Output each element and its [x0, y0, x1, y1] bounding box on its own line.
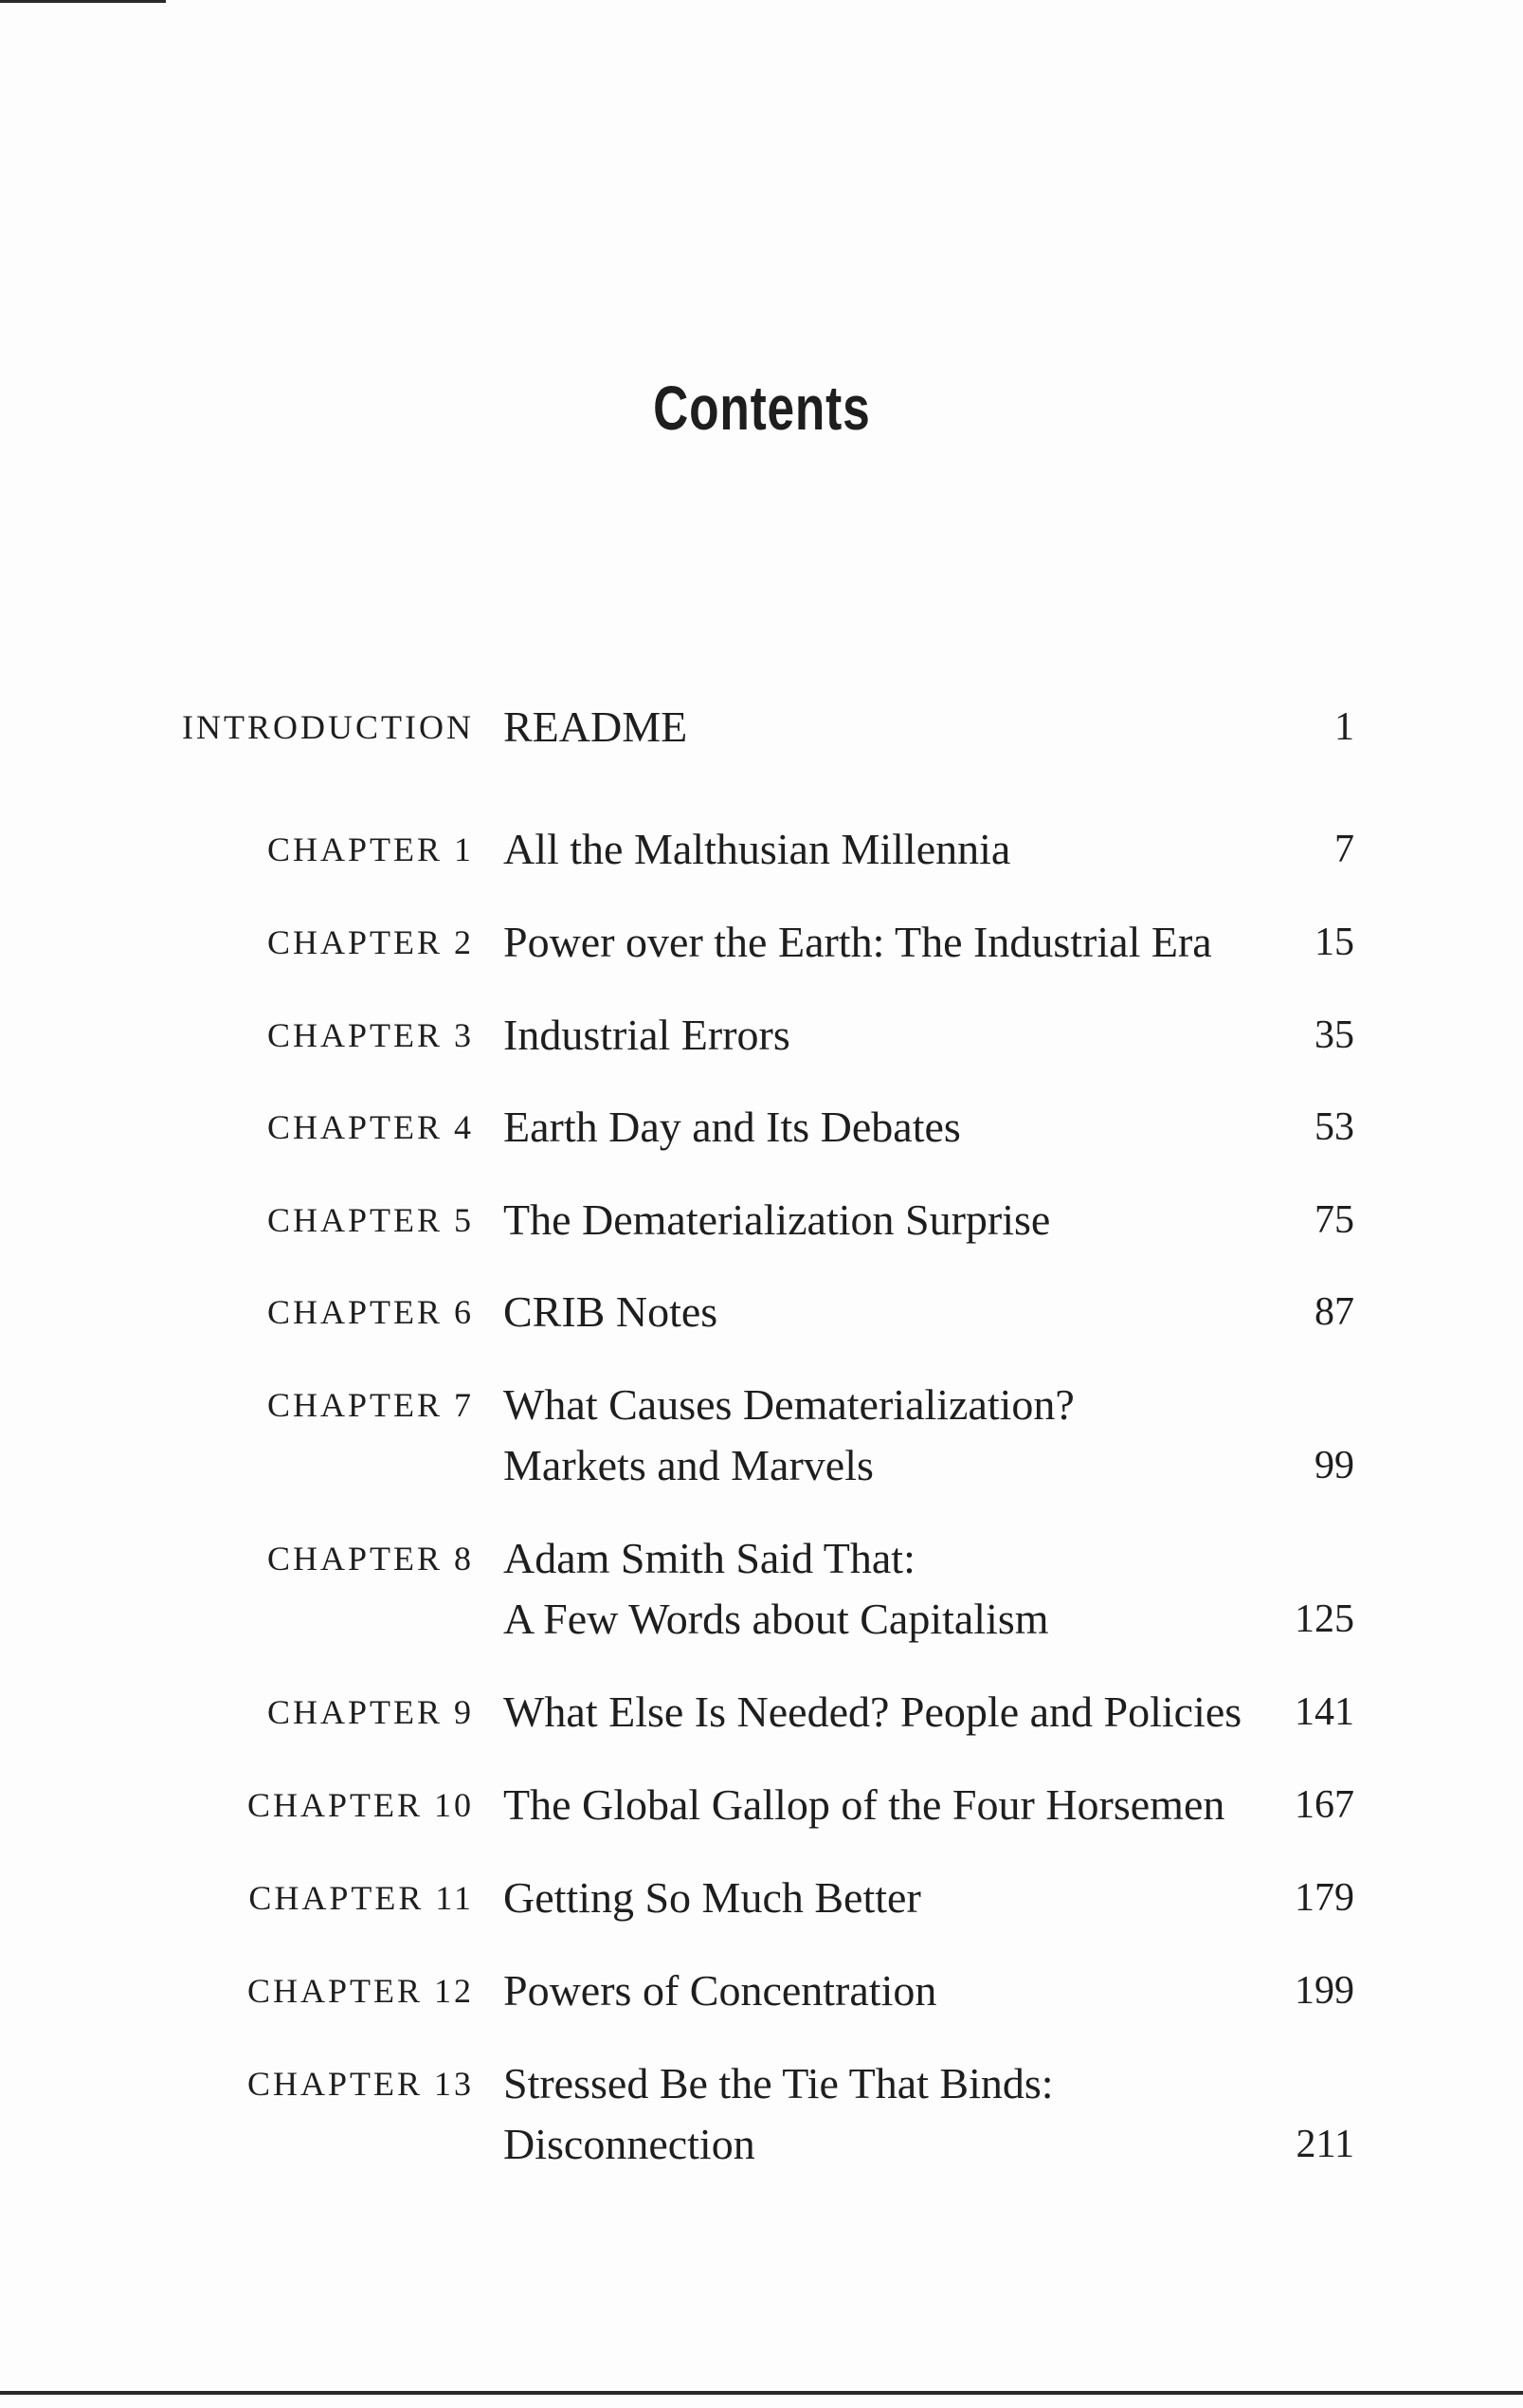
toc-entry-title [503, 1869, 921, 1929]
toc-entry-title [503, 1098, 961, 1158]
toc-entry-title-line: Power over the Earth: The Industrial Era [503, 918, 1212, 966]
toc-entry-label: CHAPTER 6 [266, 1293, 474, 1331]
toc-entry-title-line: Earth Day and Its Debates [503, 1103, 961, 1151]
toc-entry-label: CHAPTER 9 [266, 1693, 474, 1731]
toc-entry-page-number: 1 [1334, 705, 1354, 749]
toc-entry-title [503, 820, 1010, 881]
toc-entry-page-number: 179 [1295, 1876, 1354, 1920]
toc-entry-page-number: 125 [1295, 1597, 1354, 1641]
toc-entry-label: CHAPTER 2 [266, 923, 474, 961]
toc-entry-title [503, 698, 687, 758]
toc-entry-title-line: README [503, 702, 688, 751]
top-edge-rule [0, 0, 166, 3]
toc-entry-label: CHAPTER 13 [246, 2065, 474, 2103]
toc-entry-title [503, 1529, 1049, 1651]
toc-entry-title-line: The Global Gallop of the Four Horsemen [503, 1780, 1225, 1829]
toc-entry-title [503, 1283, 717, 1343]
toc-entry-title [503, 1191, 1050, 1251]
toc-entry-title-line: What Else Is Needed? People and Policies [503, 1687, 1242, 1736]
toc-entry-title-line: Disconnection [503, 2120, 755, 2168]
toc-entry-label: CHAPTER 4 [266, 1108, 474, 1146]
toc-entry-page-number: 75 [1314, 1198, 1354, 1242]
toc-entry-label: CHAPTER 7 [266, 1386, 474, 1424]
toc-entry-title-line: Stressed Be the Tie That Binds: [503, 2059, 1054, 2107]
toc-entry-label: CHAPTER 10 [246, 1786, 474, 1824]
toc-entry-page-number: 167 [1295, 1783, 1354, 1827]
toc-entry-title [503, 1961, 936, 2022]
toc-entry-title-line: All the Malthusian Millennia [503, 825, 1011, 873]
toc-entry-page-number: 15 [1314, 921, 1354, 964]
toc-entry-title [503, 1006, 790, 1067]
toc-entry-label: CHAPTER 1 [266, 830, 474, 868]
toc-entry-title-line: Getting So Much Better [503, 1873, 921, 1922]
toc-entry-title [503, 1376, 1075, 1497]
toc-entry-label: CHAPTER 8 [266, 1540, 474, 1578]
toc-entry-page-number: 7 [1334, 828, 1354, 871]
toc-entry-title-line: Powers of Concentration [503, 1966, 937, 2015]
toc-entry-title [503, 2054, 1054, 2176]
page-title: Contents [653, 373, 871, 443]
toc-entry-title-line: The Dematerialization Surprise [503, 1195, 1051, 1244]
toc-entry [0, 2054, 1523, 2216]
toc-entry-page-number: 141 [1295, 1690, 1354, 1734]
toc-entry-title [503, 1683, 1242, 1743]
toc-entry [0, 1376, 1523, 1537]
toc-entry-title-line: Markets and Marvels [503, 1441, 874, 1489]
toc-entry-page-number: 87 [1314, 1290, 1354, 1334]
toc-entry-page-number: 53 [1314, 1105, 1354, 1149]
toc-entry-title-line: CRIB Notes [503, 1287, 718, 1336]
toc-entry-title-line: What Causes Dematerialization? [503, 1380, 1075, 1429]
toc-entry-title-line: Adam Smith Said That: [503, 1534, 916, 1582]
toc-entry-title-line: A Few Words about Capitalism [503, 1595, 1049, 1643]
bottom-edge-rule [0, 2391, 1523, 2395]
toc-entry-label: CHAPTER 12 [246, 1972, 474, 2010]
toc-entry-page-number: 35 [1314, 1013, 1354, 1057]
toc-entry-page-number: 99 [1314, 1444, 1354, 1487]
toc-entry-title [503, 913, 1212, 974]
toc-entry-title [503, 1776, 1224, 1836]
toc-entry-label: CHAPTER 3 [266, 1016, 474, 1054]
toc-entry-label: CHAPTER 5 [266, 1201, 474, 1239]
toc-entry-page-number: 211 [1296, 2123, 1354, 2166]
toc-entry [0, 1529, 1523, 1690]
toc-entry-page-number: 199 [1295, 1969, 1354, 2013]
toc-entry-title-line: Industrial Errors [503, 1011, 790, 1059]
toc-entry-label: CHAPTER 11 [248, 1879, 474, 1917]
toc-entry-label: INTRODUCTION [182, 708, 474, 746]
